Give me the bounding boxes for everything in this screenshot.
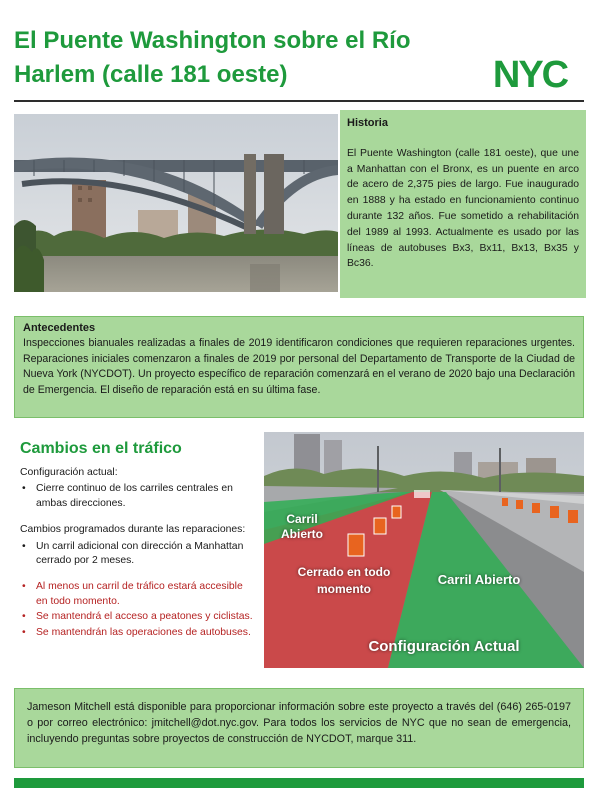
antecedentes-heading: Antecedentes <box>23 322 96 334</box>
current-config-label: Configuración actual: <box>20 467 118 478</box>
trafico-list <box>20 466 256 641</box>
lane-config-photo <box>264 432 584 668</box>
contact-box <box>14 688 584 768</box>
nyc-logo <box>478 56 582 92</box>
antecedentes-text: Inspecciones bianuales realizadas a finales de 2019 identificaron condiciones que requieren reparaciones urgentes. Reparaciones iniciales comenzaron a finales de 2019 por personal del Departamento de Transporte de la Ciudad de Nueva York (NYCDOT). Un proyecto específico de reparación comenzará en el verano de 2020 bajo una Declaración de Emergencia. El diseño de reparación está en su última fase. <box>23 337 575 396</box>
list-item: • Se mantendrán las operaciones de autobuses. <box>20 626 256 640</box>
bridge-photo <box>14 114 338 292</box>
antecedentes-box <box>14 316 584 418</box>
list-item: • Cierre continuo de los carriles centrales en ambas direcciones. <box>20 482 256 511</box>
footer-bar <box>14 778 584 788</box>
list-item: • Se mantendrá el acceso a peatones y ciclistas. <box>20 610 256 624</box>
contact-text: Jameson Mitchell está disponible para proporcionar información sobre este proyecto a través del (646) 265-0197 o por correo electrónico: jmitchell@dot.nyc.gov. Para todos los servicios de NYC que no sean de emergencia, incluyendo preguntas sobre proyectos de construcción de NYCDOT, marque 311. <box>27 701 571 745</box>
list-item: • Al menos un carril de tráfico estará accesible en todo momento. <box>20 580 256 609</box>
svg-text:NYC: NYC <box>492 56 568 92</box>
notes-list <box>20 580 256 640</box>
overlay-carril-abierto-right: Carril Abierto <box>437 572 521 587</box>
overlay-caption: Configuración Actual <box>368 638 520 655</box>
header-rule <box>14 100 584 102</box>
page-title: El Puente Washington sobre el Río Harlem (calle 181 oeste) <box>14 27 411 88</box>
list-item: • Un carril adicional con dirección a Manhattan cerrado por 2 meses. <box>20 540 256 569</box>
historia-heading: Historia <box>347 117 388 129</box>
historia-box <box>340 110 586 298</box>
overlay-carril-abierto-left: Carril Abierto <box>281 512 323 541</box>
historia-text: El Puente Washington (calle 181 oeste), que une a Manhattan con el Bronx, es un puente en arco de acero de 2,375 pies de largo. Fue inaugurado en 1888 y ha estado en funcionamiento continuo durante 132 años. Fue sometido a rehabilitación del 1989 al 1993. Actualmente es usado por las líneas de autobuses Bx3, Bx11, Bx13, Bx35 y Bc36. <box>347 147 579 270</box>
overlay-cerrado: Cerrado en todo momento <box>297 565 391 596</box>
trafico-heading: Cambios en el tráfico <box>20 440 182 457</box>
planned-changes-label: Cambios programados durante las reparaciones: <box>20 524 246 536</box>
